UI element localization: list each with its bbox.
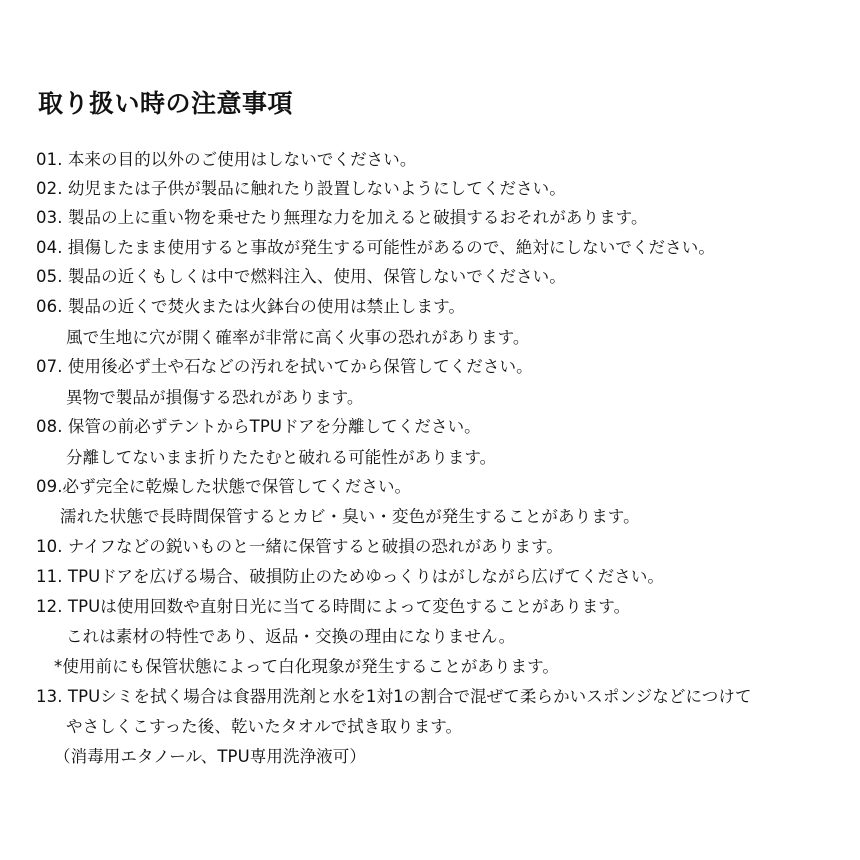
caution-item-05: 05. 製品の近くもしくは中で燃料注入、使用、保管しないでください。 (36, 267, 566, 286)
caution-item-12-remark: *使用前にも保管状態によって白化現象が発生することがあります。 (54, 657, 560, 676)
caution-item-08-note: 分離してないまま折りたたむと破れる可能性があります。 (66, 448, 497, 467)
caution-item-07-note: 異物で製品が損傷する恐れがあります。 (66, 388, 364, 407)
caution-item-09: 09.必ず完全に乾燥した状態で保管してください。 (36, 477, 412, 496)
caution-item-06: 06. 製品の近くで焚火または火鉢台の使用は禁止します。 (36, 297, 465, 316)
caution-item-01: 01. 本来の目的以外のご使用はしないでください。 (36, 150, 417, 169)
caution-item-09-note: 濡れた状態で長時間保管するとカビ・臭い・変色が発生することがあります。 (60, 507, 640, 526)
caution-item-03: 03. 製品の上に重い物を乗せたり無理な力を加えると破損するおそれがあります。 (36, 208, 648, 227)
caution-item-08: 08. 保管の前必ずテントからTPUドアを分離してください。 (36, 417, 481, 436)
caution-item-11: 11. TPUドアを広げる場合、破損防止のためゆっくりはがしながら広げてください。 (36, 567, 665, 586)
caution-item-06-note: 風で生地に穴が開く確率が非常に高く火事の恐れがあります。 (66, 328, 530, 347)
caution-item-12-note: これは素材の特性であり、返品・交換の理由になりません。 (66, 627, 516, 646)
caution-item-02: 02. 幼児または子供が製品に触れたり設置しないようにしてください。 (36, 179, 566, 198)
caution-item-13-cont: やさしくこすった後、乾いたタオルで拭き取ります。 (66, 717, 463, 736)
page-title: 取り扱い時の注意事項 (38, 89, 294, 118)
caution-item-07: 07. 使用後必ず土や石などの汚れを拭いてから保管してください。 (36, 357, 533, 376)
caution-item-13-note: （消毒用エタノール、TPU専用洗浄液可） (54, 747, 366, 766)
caution-item-04: 04. 損傷したまま使用すると事故が発生する可能性があるので、絶対にしないでください。 (36, 238, 715, 257)
caution-item-12: 12. TPUは使用回数や直射日光に当てる時間によって変色することがあります。 (36, 597, 631, 616)
caution-item-10: 10. ナイフなどの鋭いものと一緒に保管すると破損の恐れがあります。 (36, 537, 563, 556)
caution-item-13: 13. TPUシミを拭く場合は食器用洗剤と水を1対1の割合で混ぜて柔らかいスポンジなどにつけて (36, 687, 752, 706)
